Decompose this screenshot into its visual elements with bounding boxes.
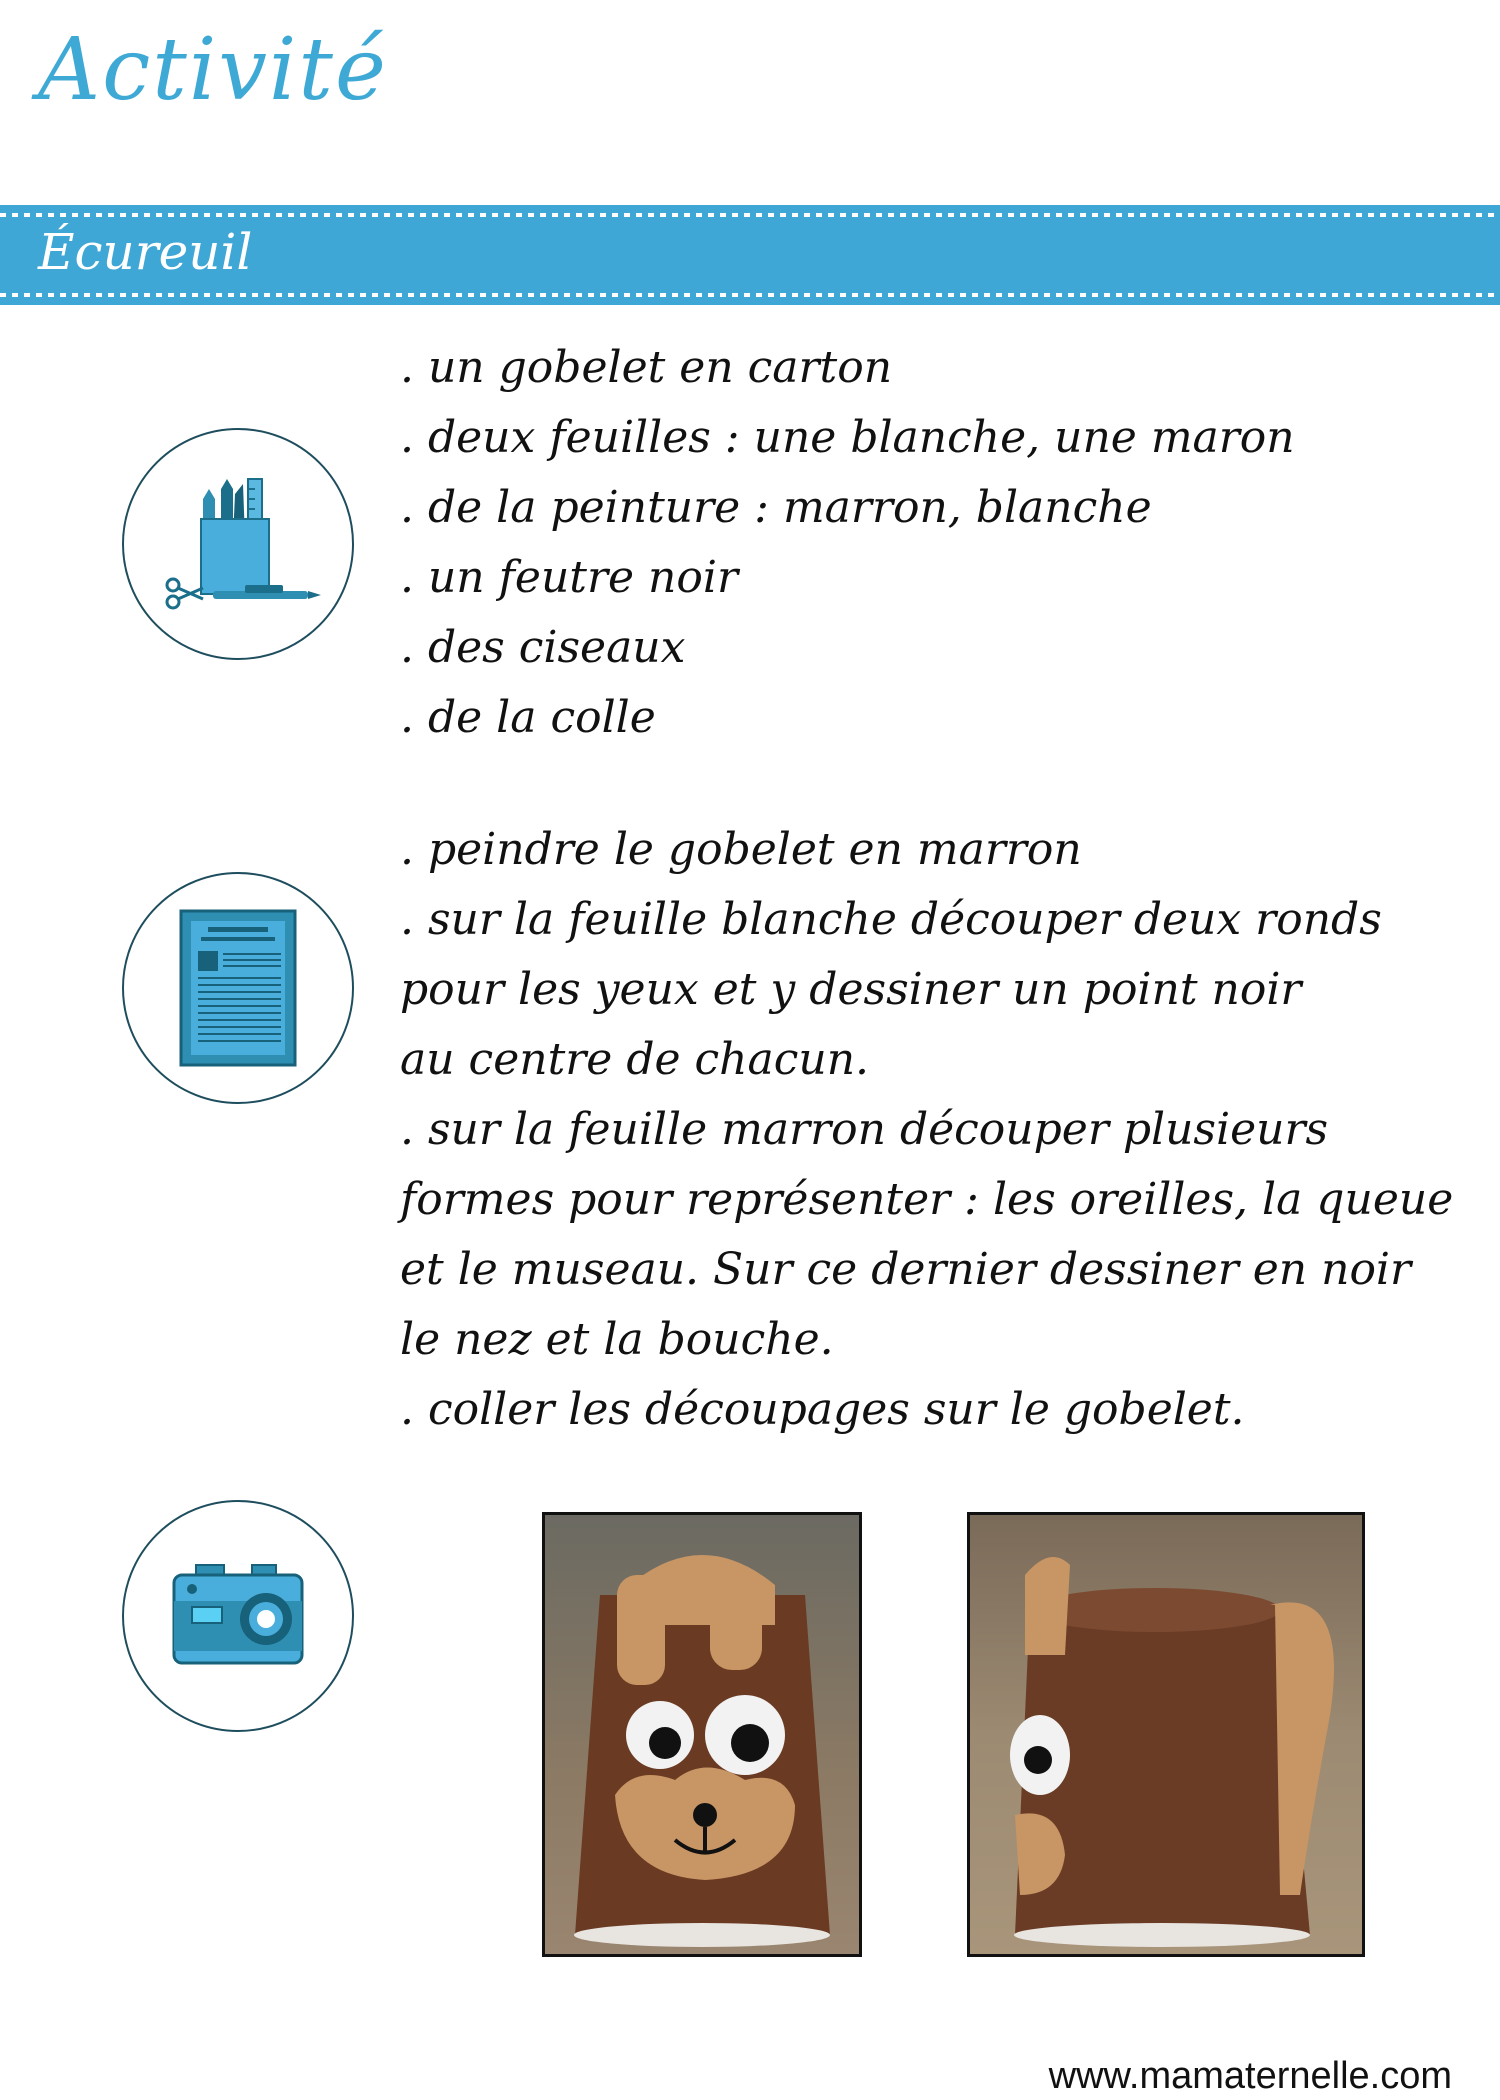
document-icon [173,903,303,1073]
instructions-list [400,815,1453,1445]
photo-squirrel-side [967,1512,1365,1957]
list-item: . de la colle [400,692,656,743]
camera-icon [168,1561,308,1671]
pencil-cup-icon [153,459,323,629]
list-item: au centre de chacun. [400,1034,870,1085]
list-item: . des ciseaux [400,622,686,673]
list-item: formes pour représenter : les oreilles, la queue [400,1174,1454,1225]
page-title: Activité [38,20,388,120]
list-item: . deux feuilles : une blanche, une maron [400,412,1295,463]
list-item: . un gobelet en carton [400,342,893,393]
list-item: . de la peinture : marron, blanche [400,482,1152,533]
list-item: . sur la feuille blanche découper deux ronds [400,894,1382,945]
squirrel-craft-front-image [545,1515,859,1954]
list-item: pour les yeux et y dessiner un point noir [400,964,1302,1015]
list-item: . un feutre noir [400,552,738,603]
banner-title: Écureuil [38,223,253,281]
materials-list [400,333,1295,753]
list-item: le nez et la bouche. [400,1314,834,1365]
squirrel-craft-side-image [970,1515,1362,1954]
list-item: . sur la feuille marron découper plusieurs [400,1104,1329,1155]
title-banner [0,205,1500,305]
photo-squirrel-front [542,1512,862,1957]
website-url: www.mamaternelle.com [1048,2055,1452,2097]
list-item: . peindre le gobelet en marron [400,824,1082,875]
list-item: . coller les découpages sur le gobelet. [400,1384,1245,1435]
materials-icon-circle [122,428,354,660]
list-item: et le museau. Sur ce dernier dessiner en noir [400,1244,1412,1295]
photos-icon-circle [122,1500,354,1732]
instructions-icon-circle [122,872,354,1104]
